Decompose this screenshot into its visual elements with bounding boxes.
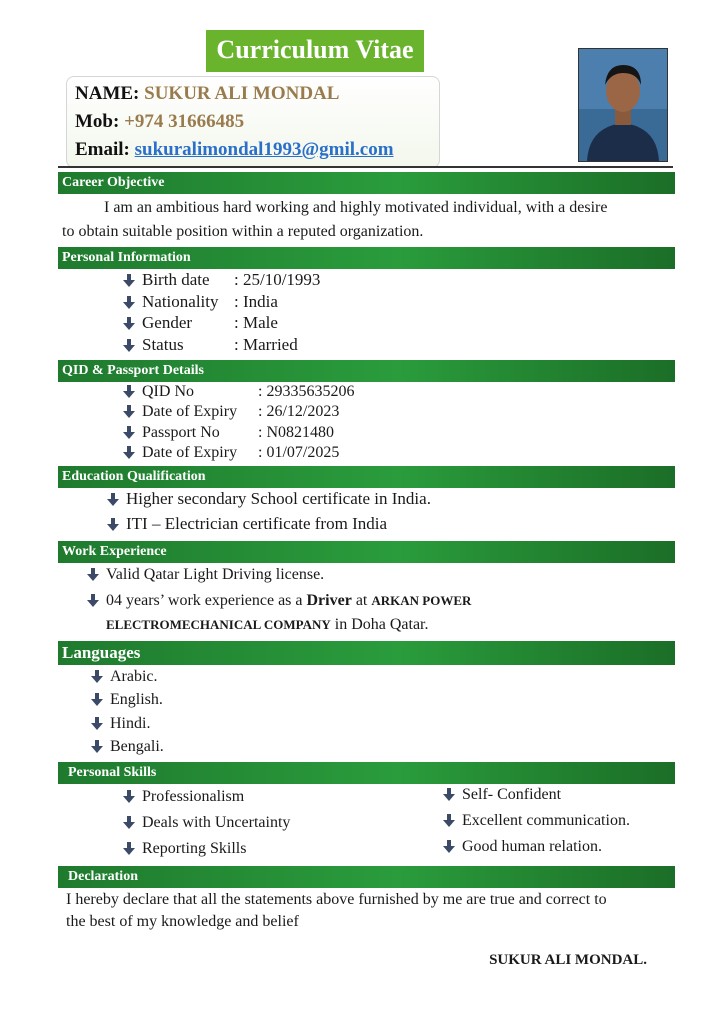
down-arrow-bullet-icon: [122, 842, 136, 856]
down-arrow-bullet-icon: [122, 405, 136, 419]
down-arrow-bullet-icon: [122, 316, 136, 330]
skill-item-right: [442, 812, 630, 830]
work-item-2-location: in Doha Qatar.: [330, 616, 429, 633]
qid-value: : 26/12/2023: [258, 403, 340, 420]
down-arrow-bullet-icon: [442, 788, 456, 802]
language-item: [90, 691, 163, 709]
qid-label: Date of Expiry: [142, 444, 238, 461]
skill-item-text: Excellent communication.: [462, 812, 630, 829]
name-label: NAME:: [75, 83, 140, 104]
language-item: [90, 668, 158, 686]
personal-info-row: [122, 335, 298, 355]
career-line-2: to obtain suitable position within a reputed organization.: [62, 223, 424, 240]
qid-value: : 01/07/2025: [258, 444, 340, 461]
qid-value: : N0821480: [258, 424, 334, 441]
skill-item-text: Self- Confident: [462, 786, 562, 803]
skill-item-text: Professionalism: [142, 788, 245, 805]
education-item-text: Higher secondary School certificate in India.: [126, 489, 431, 508]
personal-info-value: : India: [234, 292, 278, 311]
career-line-1: I am an ambitious hard working and highly motivated individual, with a desire: [104, 199, 608, 216]
down-arrow-bullet-icon: [442, 814, 456, 828]
section-work-experience: Work Experience: [58, 541, 675, 563]
declaration-line-1: I hereby declare that all the statements above furnished by me are true and correct to: [66, 891, 607, 908]
down-arrow-bullet-icon: [122, 816, 136, 830]
down-arrow-bullet-icon: [442, 840, 456, 854]
section-languages: Languages: [58, 641, 675, 665]
declaration-line-2: the best of my knowledge and belief: [66, 913, 299, 930]
section-personal-skills: Personal Skills: [58, 762, 675, 784]
down-arrow-bullet-icon: [90, 693, 104, 707]
personal-info-label: Birth date: [142, 270, 210, 289]
language-item-text: Hindi.: [110, 715, 151, 732]
work-item-2-company-b: ELECTROMECHANICAL COMPANY: [106, 617, 331, 632]
down-arrow-bullet-icon: [122, 426, 136, 440]
work-item-1-text: Valid Qatar Light Driving license.: [106, 566, 325, 583]
skill-item-text: Reporting Skills: [142, 840, 247, 857]
skill-item-text: Deals with Uncertainty: [142, 814, 291, 831]
work-item-2-line2: [106, 616, 429, 634]
qid-row: [122, 403, 339, 421]
language-item-text: English.: [110, 691, 163, 708]
down-arrow-bullet-icon: [90, 670, 104, 684]
down-arrow-bullet-icon: [122, 446, 136, 460]
personal-info-row: [122, 270, 320, 290]
section-qid-passport: QID & Passport Details: [58, 360, 675, 382]
down-arrow-bullet-icon: [90, 717, 104, 731]
language-item: [90, 715, 150, 733]
section-career-objective: Career Objective: [58, 172, 675, 194]
section-personal-information: Personal Information: [58, 247, 675, 269]
down-arrow-bullet-icon: [106, 517, 120, 531]
education-item-text: ITI – Electrician certificate from India: [126, 514, 387, 533]
mobile-line: [75, 111, 244, 133]
personal-info-value: : Married: [234, 335, 298, 354]
skill-item-right: [442, 838, 602, 856]
signature-name: SUKUR ALI MONDAL.: [489, 952, 647, 968]
qid-row: [122, 424, 334, 442]
qid-row: [122, 383, 354, 401]
skill-item-right: [442, 786, 561, 804]
down-arrow-bullet-icon: [122, 295, 136, 309]
skill-item-left: [122, 840, 246, 858]
qid-label: Passport No: [142, 424, 220, 441]
personal-info-value: : Male: [234, 313, 278, 332]
email-label: Email:: [75, 139, 130, 160]
qid-label: QID No: [142, 383, 194, 400]
qid-row: [122, 444, 339, 462]
personal-info-row: [122, 292, 278, 312]
qid-value: : 29335635206: [258, 383, 355, 400]
language-item: [90, 738, 164, 756]
section-declaration: Declaration: [58, 866, 675, 888]
personal-info-label: Nationality: [142, 292, 219, 311]
profile-photo: [578, 48, 668, 162]
down-arrow-bullet-icon: [122, 273, 136, 287]
name-value: SUKUR ALI MONDAL: [144, 83, 340, 104]
work-item-1: [86, 566, 324, 584]
personal-info-label: Gender: [142, 313, 193, 332]
personal-info-label: Status: [142, 335, 184, 354]
header-divider: [58, 166, 673, 168]
work-item-2-company-a: ARKAN POWER: [371, 593, 472, 608]
down-arrow-bullet-icon: [122, 385, 136, 399]
skill-item-text: Good human relation.: [462, 838, 602, 855]
education-item: [106, 489, 431, 509]
section-education: Education Qualification: [58, 466, 675, 488]
name-line: [75, 83, 339, 105]
work-item-2-role: Driver: [306, 592, 352, 609]
down-arrow-bullet-icon: [86, 568, 100, 582]
down-arrow-bullet-icon: [90, 740, 104, 754]
work-item-2-text-a: 04 years’ work experience as a: [106, 592, 307, 609]
work-item-2-text-c: at: [351, 592, 372, 609]
down-arrow-bullet-icon: [122, 338, 136, 352]
language-item-text: Arabic.: [110, 668, 158, 685]
qid-label: Date of Expiry: [142, 403, 238, 420]
down-arrow-bullet-icon: [86, 594, 100, 608]
email-line: [75, 139, 394, 161]
personal-info-value: : 25/10/1993: [234, 270, 321, 289]
personal-info-row: [122, 313, 278, 333]
email-link[interactable]: sukuralimondal1993@gmil.com: [134, 139, 394, 160]
down-arrow-bullet-icon: [106, 492, 120, 506]
skill-item-left: [122, 814, 290, 832]
mobile-label: Mob:: [75, 111, 120, 132]
work-item-2: [86, 592, 471, 610]
cv-title: Curriculum Vitae: [206, 30, 424, 72]
down-arrow-bullet-icon: [122, 790, 136, 804]
mobile-value: +974 31666485: [124, 111, 245, 132]
education-item: [106, 514, 387, 534]
contact-box: [66, 76, 440, 168]
language-item-text: Bengali.: [110, 738, 164, 755]
skill-item-left: [122, 788, 244, 806]
